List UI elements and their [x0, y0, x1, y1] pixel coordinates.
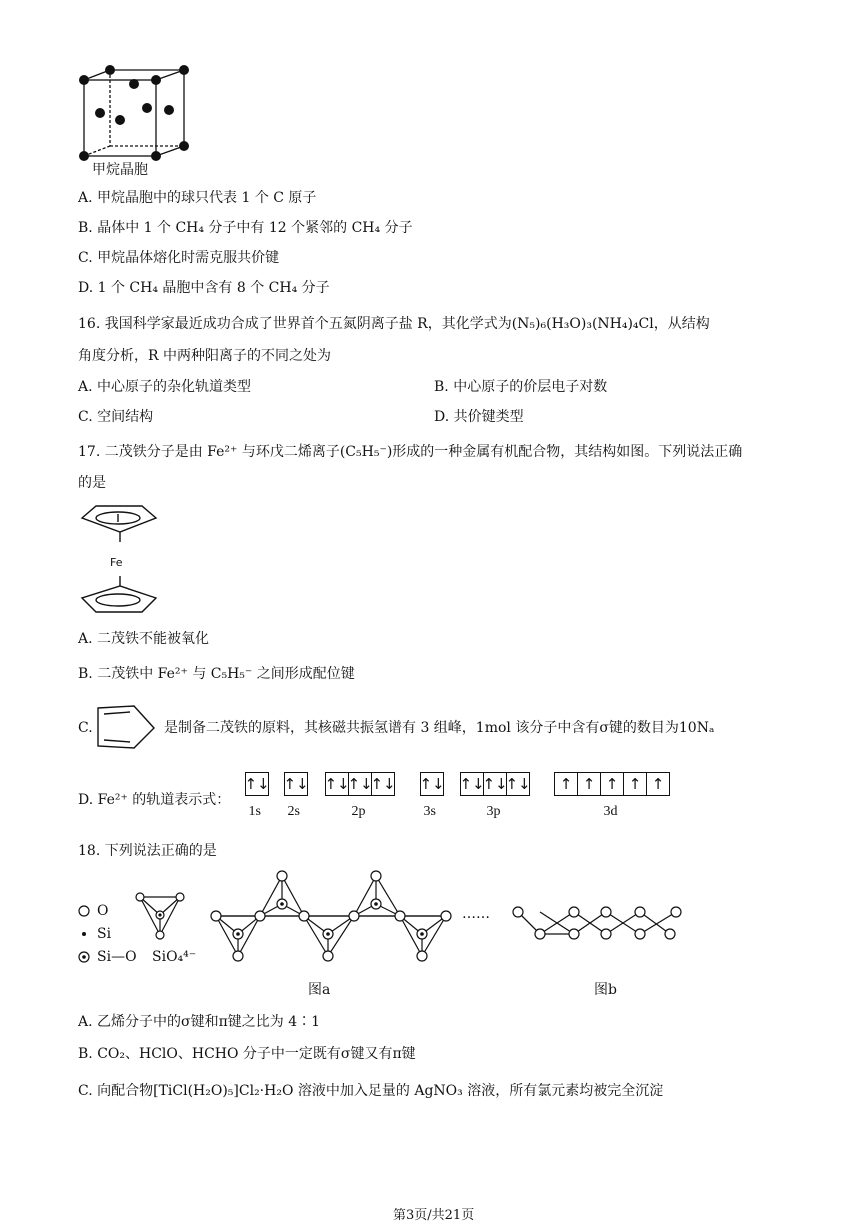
orbital-box: ↑ [554, 772, 578, 796]
orbital-box: ↑↓ [506, 772, 530, 796]
q17-option-b[interactable]: B. 二茂铁中 Fe²⁺ 与 C₅H₅⁻ 之间形成配位键 [78, 666, 355, 682]
orbital-label-2s: 2s [287, 804, 300, 819]
q18-option-a[interactable]: A. 乙烯分子中的σ键和π键之比为 4∶1 [78, 1014, 321, 1030]
q16-stem-line2: 角度分析，R 中两种阳离子的不同之处为 [78, 348, 331, 364]
q15-option-b[interactable]: B. 晶体中 1 个 CH₄ 分子中有 12 个紧邻的 CH₄ 分子 [78, 220, 413, 236]
q17-option-d-prefix[interactable]: D. Fe²⁺ 的轨道表示式： [78, 792, 231, 808]
chain-silicate-figure-b [510, 904, 690, 944]
orbital-label-3p: 3p [486, 804, 501, 819]
orbital-3s [420, 772, 444, 796]
orbital-label-3d: 3d [603, 804, 618, 819]
orbital-box: ↑↓ [348, 772, 372, 796]
orbital-box: ↑ [646, 772, 670, 796]
figure-b-caption: 图b [594, 982, 617, 998]
orbital-box: ↑ [600, 772, 624, 796]
methane-unit-cell-figure [76, 66, 196, 166]
orbital-label-2p: 2p [351, 804, 366, 819]
orbital-box: ↑↓ [483, 772, 507, 796]
legend-symbols [78, 900, 98, 960]
legend-si: Si [97, 926, 112, 942]
legend-si-o: Si—O [97, 949, 137, 965]
orbital-box: ↑↓ [245, 772, 269, 796]
orbital-1s [245, 772, 269, 796]
orbital-3d [554, 772, 670, 796]
figure-a-caption: 图a [308, 982, 331, 998]
q17-stem-line2: 的是 [78, 475, 106, 491]
sio4-tetrahedron [136, 893, 186, 943]
q17-stem-line1: 17. 二茂铁分子是由 Fe²⁺ 与环戊二烯离子(C₅H₅⁻)形成的一种金属有机配合物，其结构如图。下列说法正确 [78, 444, 743, 460]
orbital-box: ↑↓ [371, 772, 395, 796]
q16-option-b[interactable]: B. 中心原子的价层电子对数 [434, 379, 608, 395]
fe-label: Fe [110, 556, 123, 569]
page-number: 第3页/共21页 [393, 1208, 475, 1223]
q18-option-b[interactable]: B. CO₂、HClO、HCHO 分子中一定既有σ键又有π键 [78, 1046, 416, 1062]
q18-stem: 18. 下列说法正确的是 [78, 843, 217, 859]
q16-option-a[interactable]: A. 中心原子的杂化轨道类型 [78, 379, 252, 395]
orbital-box: ↑↓ [420, 772, 444, 796]
orbital-box: ↑ [623, 772, 647, 796]
orbital-2s [284, 772, 308, 796]
chain-ellipsis: …… [462, 906, 490, 922]
q16-stem-line1: 16. 我国科学家最近成功合成了世界首个五氮阴离子盐 R，其化学式为(N₅)₆(H₃O)₃(NH₄)₄Cl，从结构 [78, 316, 710, 332]
orbital-label-3s: 3s [423, 804, 436, 819]
orbital-3p [460, 772, 530, 796]
legend-o: O [97, 903, 109, 919]
q15-option-a[interactable]: A. 甲烷晶胞中的球只代表 1 个 C 原子 [78, 190, 317, 206]
cyclopentadiene-structure [94, 702, 160, 752]
sio4-label: SiO₄⁴⁻ [152, 949, 197, 965]
orbital-box: ↑ [577, 772, 601, 796]
orbital-box: ↑↓ [460, 772, 484, 796]
orbital-box: ↑↓ [325, 772, 349, 796]
q17-option-a[interactable]: A. 二茂铁不能被氧化 [78, 631, 210, 647]
q15-option-c[interactable]: C. 甲烷晶体熔化时需克服共价键 [78, 250, 280, 266]
orbital-2p [325, 772, 395, 796]
q17-option-c-text[interactable]: 是制备二茂铁的原料，其核磁共振氢谱有 3 组峰，1mol 该分子中含有σ键的数目为10Nₐ [164, 720, 715, 736]
q17-option-c-prefix[interactable]: C. [78, 720, 93, 736]
orbital-label-1s: 1s [248, 804, 261, 819]
q16-option-d[interactable]: D. 共价键类型 [434, 409, 524, 425]
figure-caption: 甲烷晶胞 [92, 162, 148, 178]
orbital-box: ↑↓ [284, 772, 308, 796]
chain-silicate-figure-a [204, 872, 464, 962]
q16-option-c[interactable]: C. 空间结构 [78, 409, 154, 425]
q15-option-d[interactable]: D. 1 个 CH₄ 晶胞中含有 8 个 CH₄ 分子 [78, 280, 330, 296]
q18-option-c[interactable]: C. 向配合物[TiCl(H₂O)₅]Cl₂·H₂O 溶液中加入足量的 AgNO₃ 溶液，所有氯元素均被完全沉淀 [78, 1083, 664, 1099]
